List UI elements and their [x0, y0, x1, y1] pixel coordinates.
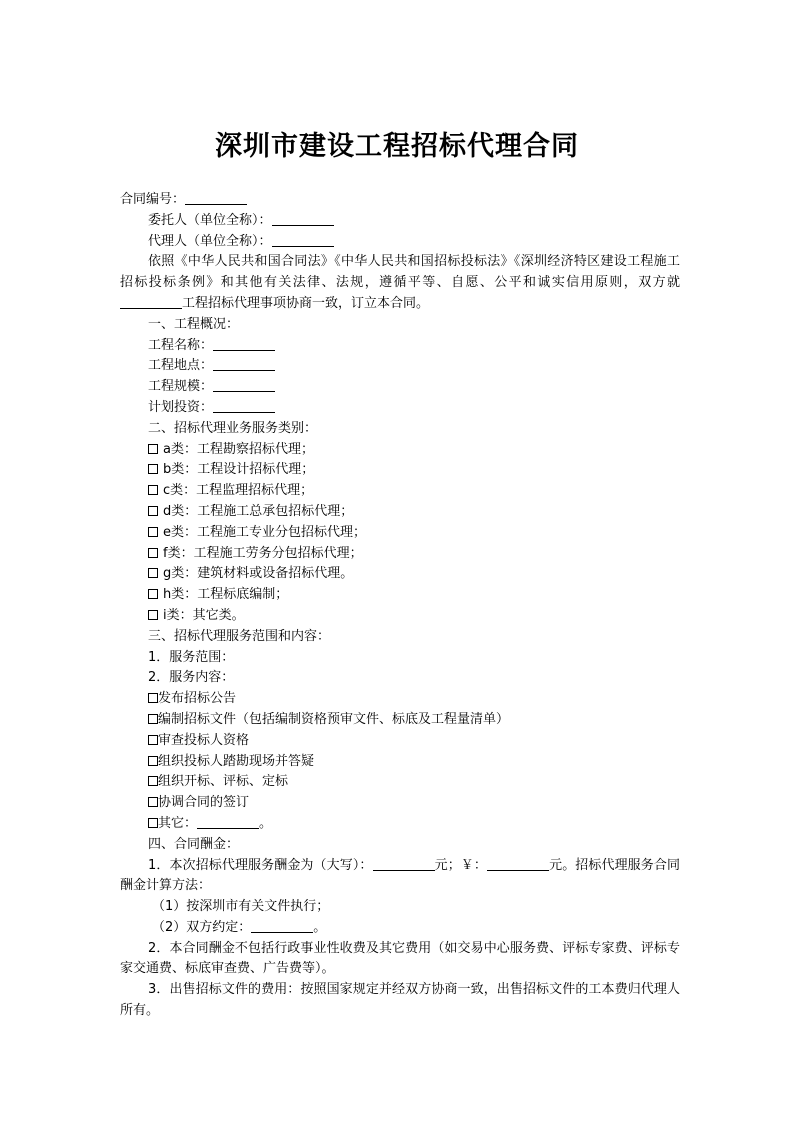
checkbox-icon[interactable] — [148, 548, 158, 558]
service-label: 类：工程标底编制； — [171, 587, 289, 603]
checkbox-icon[interactable] — [148, 464, 158, 474]
service-scope-line: 1．服务范围： — [148, 649, 235, 665]
service-code: h — [163, 587, 172, 603]
service-label: 类：工程设计招标代理； — [171, 462, 315, 478]
checkbox-icon[interactable] — [148, 610, 158, 620]
service-type-b — [120, 460, 680, 481]
field-label: 工程名称： — [148, 337, 214, 353]
section-2-heading: 二、招标代理业务服务类别： — [148, 420, 318, 436]
service-code: a — [163, 441, 171, 457]
fee-clause-1 — [120, 856, 680, 898]
content-item-label: 发布招标公告 — [158, 691, 237, 707]
field-blank — [213, 377, 275, 392]
fee-method-blank — [251, 918, 313, 933]
checkbox-icon[interactable] — [148, 506, 158, 516]
agent-line — [120, 232, 680, 253]
content-item-label: 其它： — [158, 815, 198, 831]
section-4-heading: 四、合同酬金： — [148, 836, 240, 852]
fee-method-1: （1）按深圳市有关文件执行； — [152, 899, 330, 915]
checkbox-icon[interactable] — [148, 735, 158, 745]
checkbox-icon[interactable] — [148, 485, 158, 495]
service-label: 类：建筑材料或设备招标代理。 — [171, 566, 354, 582]
field-project-location — [120, 356, 680, 377]
content-item-label: 组织投标人踏勘现场并答疑 — [158, 753, 315, 769]
checkbox-icon[interactable] — [148, 818, 158, 828]
content-item-label: 审查投标人资格 — [158, 732, 250, 748]
agent-label: 代理人（单位全称）： — [148, 233, 272, 249]
service-type-f — [120, 544, 680, 565]
fee-text: 1．本次招标代理服务酬金为（大写）： — [148, 857, 373, 873]
field-blank — [213, 398, 275, 413]
service-code: g — [163, 566, 172, 582]
period: 。 — [259, 815, 273, 831]
content-item-contract-signing — [120, 793, 680, 814]
client-blank — [272, 211, 334, 226]
content-item-bidder-review — [120, 731, 680, 752]
service-type-e — [120, 523, 680, 544]
service-code: i — [163, 607, 167, 623]
preamble-paragraph — [120, 252, 680, 314]
fee-method-label: （2）双方约定： — [152, 919, 252, 935]
contract-number-blank — [185, 190, 247, 205]
checkbox-icon[interactable] — [148, 589, 158, 599]
contract-number-label: 合同编号： — [120, 192, 186, 207]
service-type-h — [120, 585, 680, 606]
field-label: 计划投资： — [148, 399, 214, 415]
content-item-tender-notice — [120, 689, 680, 710]
checkbox-icon[interactable] — [148, 776, 158, 786]
preamble-text: 依照《中华人民共和国合同法》《中华人民共和国招标投标法》《深圳经济特区建设工程施工招标投标条例》和其他有关法律、法规，遵循平等、自愿、公平和诚实信用原则，双方就 — [120, 254, 680, 291]
field-project-scale — [120, 377, 680, 398]
client-line — [120, 211, 680, 232]
checkbox-icon[interactable] — [148, 444, 158, 454]
field-label: 工程地点： — [148, 358, 214, 374]
content-item-label: 协调合同的签订 — [158, 795, 250, 811]
client-label: 委托人（单位全称）： — [148, 212, 272, 228]
checkbox-icon[interactable] — [148, 756, 158, 766]
period: 。 — [313, 919, 327, 935]
checkbox-icon[interactable] — [148, 527, 158, 537]
content-item-other — [120, 814, 680, 835]
fee-words-blank — [373, 856, 435, 871]
service-code: b — [163, 462, 172, 478]
document-title: 深圳市建设工程招标代理合同 — [215, 131, 579, 162]
project-name-blank — [120, 294, 182, 309]
service-label: 类：工程监理招标代理； — [170, 483, 314, 499]
preamble-text-end: 工程招标代理事项协商一致，订立本合同。 — [182, 295, 430, 311]
fee-method-2 — [120, 918, 680, 939]
service-label: 类：工程勘察招标代理； — [170, 441, 314, 457]
fee-text: 元；￥： — [434, 857, 487, 873]
service-label: 类：工程施工劳务分包招标代理； — [167, 545, 363, 561]
other-blank — [197, 814, 259, 829]
content-item-tender-docs — [120, 710, 680, 731]
service-label: 类：工程施工总承包招标代理； — [171, 503, 354, 519]
service-type-a — [120, 440, 680, 461]
service-code: f — [163, 545, 168, 561]
service-label: 类：工程施工专业分包招标代理； — [171, 524, 367, 540]
service-type-d — [120, 502, 680, 523]
checkbox-icon[interactable] — [148, 714, 158, 724]
checkbox-icon[interactable] — [148, 568, 158, 578]
fee-clause-3: 3．出售招标文件的费用：按照国家规定并经双方协商一致，出售招标文件的工本费归代理人所有。 — [120, 982, 680, 1019]
content-item-bid-opening — [120, 772, 680, 793]
contract-body — [120, 190, 680, 1022]
checkbox-icon[interactable] — [148, 797, 158, 807]
field-blank — [213, 336, 275, 351]
section-3-heading: 三、招标代理服务范围和内容： — [148, 628, 331, 644]
content-item-site-visit — [120, 752, 680, 773]
agent-blank — [272, 232, 334, 247]
fee-number-blank — [487, 856, 549, 871]
service-code: e — [163, 524, 171, 540]
fee-text: 元。招标代理服务合同酬金计算方法： — [120, 857, 680, 894]
contract-number-line — [120, 190, 680, 211]
field-planned-investment — [120, 398, 680, 419]
field-project-name — [120, 336, 680, 357]
service-content-line: 2．服务内容： — [148, 670, 235, 686]
service-type-g — [120, 564, 680, 585]
section-1-heading: 一、工程概况： — [148, 316, 240, 332]
service-type-i — [120, 606, 680, 627]
service-type-c — [120, 481, 680, 502]
checkbox-icon[interactable] — [148, 693, 158, 703]
service-code: d — [163, 503, 172, 519]
field-blank — [213, 356, 275, 371]
content-item-label: 编制招标文件（包括编制资格预审文件、标底及工程量清单） — [158, 711, 510, 727]
field-label: 工程规模： — [148, 379, 214, 395]
service-label: 类：其它类。 — [166, 607, 245, 623]
fee-clause-2: 2．本合同酬金不包括行政事业性收费及其它费用（如交易中心服务费、评标专家费、评标专家交通费、标底审查费、广告费等）。 — [120, 940, 680, 977]
service-code: c — [163, 483, 171, 499]
content-item-label: 组织开标、评标、定标 — [158, 774, 289, 790]
